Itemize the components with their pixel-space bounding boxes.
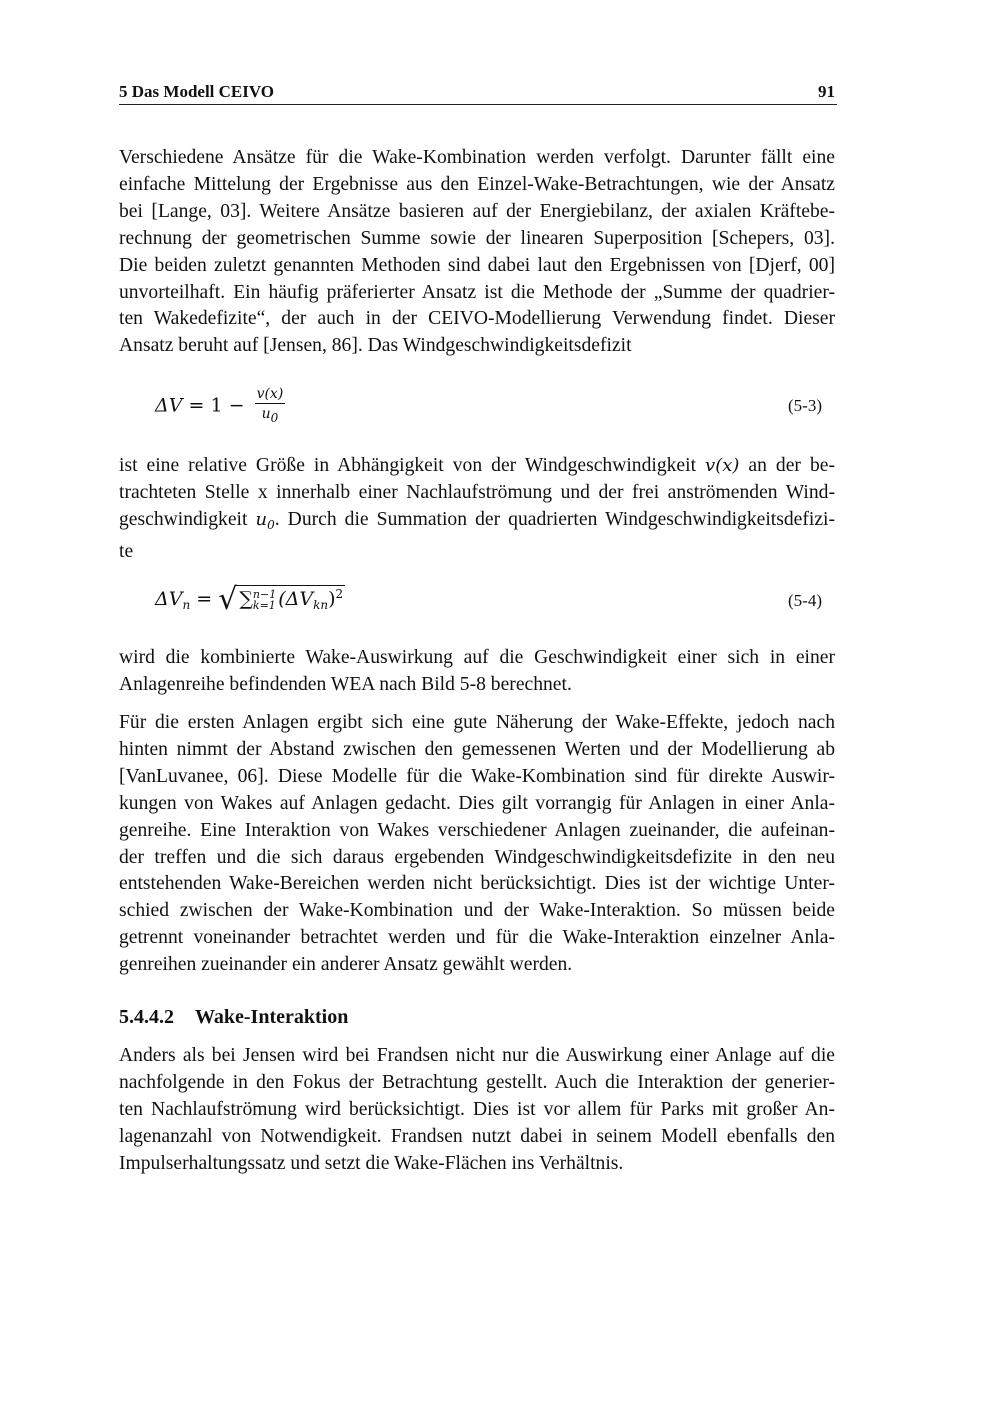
text-line: trachteten Stelle x innerhalb einer Nachlaufströmung und der frei anströmenden Wind- bbox=[119, 481, 835, 503]
text-line: ten Nachlaufströmung wird berücksichtigt. Dies ist vor allem für Parks mit großer An- bbox=[119, 1098, 835, 1120]
equation-operator: = bbox=[196, 588, 213, 610]
square-root: √ ∑ n−1 k=1 $(\Delta V_{kn})^2$ bbox=[218, 582, 344, 617]
text-line: hinten nimmt der Abstand zwischen den gemessenen Werten und der Modellierung ab bbox=[119, 738, 835, 760]
section-number: 5.4.4.2 bbox=[119, 1006, 174, 1028]
fraction-numerator: v(x) bbox=[256, 386, 284, 402]
text-line: Die beiden zuletzt genannten Methoden sind dabei laut den Ergebnissen von [Djerf, 00] bbox=[119, 254, 835, 276]
text-line: Impulserhaltungssatz und setzt die Wake-Flächen ins Verhältnis. bbox=[119, 1152, 624, 1174]
equation-number: (5-4) bbox=[788, 591, 822, 610]
text-line: nachfolgende in den Fokus der Betrachtung gestellt. Auch die Interaktion der generier- bbox=[119, 1071, 835, 1093]
variable-u0: $u_0$ bbox=[255, 508, 275, 532]
text-line: lagenanzahl von Notwendigkeit. Frandsen nutzt dabei in seinem Modell ebenfalls den bbox=[119, 1125, 835, 1147]
fraction bbox=[255, 385, 286, 428]
text-line: ist eine relative Größe in Abhängigkeit von der Windgeschwindigkeit v(x) an der be- bbox=[119, 455, 835, 476]
text-line: bei [Lange, 03]. Weitere Ansätze basieren auf der Energiebilanz, der axialen Kräftebe- bbox=[119, 200, 835, 222]
text-line: genreihen zueinander ein anderer Ansatz gewählt werden. bbox=[119, 954, 573, 976]
paragraph-combined-wake bbox=[119, 645, 835, 699]
text-line: Ansatz beruht auf [Jensen, 86]. Das Windgeschwindigkeitsdefizit bbox=[119, 335, 632, 357]
text-line: te bbox=[119, 540, 134, 562]
text-line: Anders als bei Jensen wird bei Frandsen nicht nur die Auswirkung einer Anlage auf die bbox=[119, 1045, 835, 1066]
equation-operator: = 1 − bbox=[188, 394, 245, 417]
text-line: der treffen und die sich daraus ergebenden Windgeschwindigkeitsdefizite in den neu bbox=[119, 846, 835, 868]
text-line: schied zwischen der Wake-Kombination und der Wake-Interaktion. So müssen beide bbox=[119, 900, 835, 922]
section-title: Wake-Interaktion bbox=[195, 1006, 349, 1028]
equation-5-4 bbox=[155, 582, 345, 617]
variable-vx: v(x) bbox=[705, 455, 740, 476]
text-line: getrennt voneinander betrachtet werden und für die Wake-Interaktion einzelner Anla- bbox=[119, 927, 835, 949]
text-line: [VanLuvanee, 06]. Diese Modelle für die Wake-Kombination sind für direkte Auswir- bbox=[119, 765, 835, 787]
text-line: rechnung der geometrischen Summe sowie der linearen Superposition [Schepers, 03]. bbox=[119, 227, 835, 249]
text-line: wird die kombinierte Wake-Auswirkung auf die Geschwindigkeit einer sich in einer bbox=[119, 647, 835, 668]
text-line: geschwindigkeit $u_0$. Durch die Summation der quadrierten Windgeschwindigkeitsdefizi- bbox=[119, 508, 835, 532]
text-line: genreihe. Eine Interaktion von Wakes verschiedener Anlagen zueinander, die aufeinan- bbox=[119, 819, 835, 841]
text-line: Anlagenreihe befindenden WEA nach Bild 5-8 berechnet. bbox=[119, 673, 572, 695]
summation-sign: ∑ bbox=[239, 588, 253, 610]
summation-limits: n−1 k=1 bbox=[252, 588, 277, 612]
paragraph-relative-size bbox=[119, 453, 835, 566]
paragraph-frandsen bbox=[119, 1043, 835, 1178]
text-line: kungen von Wakes auf Anlagen gedacht. Dies gilt vorrangig für Anlagen in einer Anla- bbox=[119, 792, 835, 814]
equation-lhs: ΔV bbox=[155, 394, 183, 417]
text-line: unvorteilhaft. Ein häufig präferierter Ansatz ist die Methode der „Summe der quadrier- bbox=[119, 281, 835, 303]
paragraph-wake-combination bbox=[119, 145, 835, 360]
text-line: einfache Mittelung der Ergebnisse aus den Einzel-Wake-Betrachtungen, wie der Ansatz bbox=[119, 173, 835, 195]
text-line: Verschiedene Ansätze für die Wake-Kombination werden verfolgt. Darunter fällt eine bbox=[119, 147, 835, 168]
equation-number: (5-3) bbox=[788, 396, 822, 415]
section-heading bbox=[119, 1006, 348, 1029]
chapter-title: 5 Das Modell CEIVO bbox=[119, 82, 275, 101]
page-number: 91 bbox=[818, 82, 835, 101]
text-line: ten Wakedefizite“, der auch in der CEIVO-Modellierung Verwendung findet. Dieser bbox=[119, 308, 835, 330]
equation-lhs: $\Delta V_n$ bbox=[155, 588, 191, 612]
running-header bbox=[119, 80, 837, 105]
fraction-denominator: u0 bbox=[261, 406, 279, 425]
equation-5-3 bbox=[155, 385, 285, 428]
text-line: Für die ersten Anlagen ergibt sich eine gute Näherung der Wake-Effekte, jedoch nach bbox=[119, 712, 835, 733]
paragraph-first-turbines bbox=[119, 710, 835, 979]
text-line: entstehenden Wake-Bereichen werden nicht berücksichtigt. Dies ist der wichtige Unter- bbox=[119, 873, 835, 895]
